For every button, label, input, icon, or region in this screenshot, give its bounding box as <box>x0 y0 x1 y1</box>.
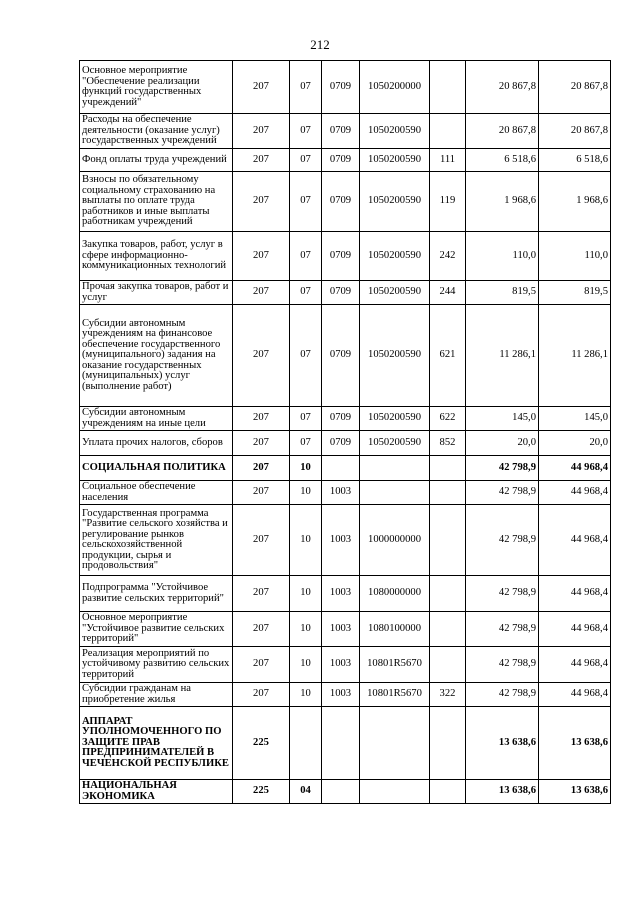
row-name-cell: Основное мероприятие "Обеспечение реализации функций государственных учреждений" <box>80 61 233 114</box>
row-name-cell: Прочая закупка товаров, работ и услуг <box>80 281 233 305</box>
expense-type-cell <box>430 647 466 683</box>
amount-year2-cell: 44 968,4 <box>539 481 611 505</box>
target-article-cell: 1050200590 <box>360 407 430 431</box>
amount-year1-cell: 42 798,9 <box>466 481 539 505</box>
expense-type-cell: 622 <box>430 407 466 431</box>
target-article-cell: 1050200590 <box>360 149 430 172</box>
expense-type-cell: 852 <box>430 431 466 456</box>
target-article-cell: 1080000000 <box>360 576 430 612</box>
ministry-code-cell: 207 <box>233 576 290 612</box>
subsection-code-cell: 0709 <box>322 431 360 456</box>
table-row <box>80 647 611 683</box>
amount-year2-cell: 44 968,4 <box>539 456 611 481</box>
row-name-cell: Основное мероприятие "Устойчивое развитие сельских территорий" <box>80 612 233 647</box>
amount-year1-cell: 42 798,9 <box>466 612 539 647</box>
target-article-cell: 1050200590 <box>360 281 430 305</box>
row-name-cell: Государственная программа "Развитие сельского хозяйства и регулирование рынков сельскохозяйственной продукции, сырья и продовольствия" <box>80 505 233 576</box>
table-row <box>80 683 611 707</box>
row-name-cell: Социальное обеспечение населения <box>80 481 233 505</box>
ministry-code-cell: 207 <box>233 149 290 172</box>
target-article-cell: 1050200590 <box>360 232 430 281</box>
target-article-cell: 1000000000 <box>360 505 430 576</box>
amount-year2-cell: 6 518,6 <box>539 149 611 172</box>
subsection-code-cell: 1003 <box>322 612 360 647</box>
expense-type-cell <box>430 612 466 647</box>
subsection-code-cell: 1003 <box>322 576 360 612</box>
ministry-code-cell: 207 <box>233 61 290 114</box>
target-article-cell: 1050200590 <box>360 431 430 456</box>
table-row <box>80 505 611 576</box>
target-article-cell: 10801R5670 <box>360 647 430 683</box>
amount-year2-cell: 145,0 <box>539 407 611 431</box>
amount-year2-cell: 1 968,6 <box>539 172 611 232</box>
expense-type-cell <box>430 114 466 149</box>
row-name-cell: Реализация мероприятий по устойчивому развитию сельских территорий <box>80 647 233 683</box>
expense-type-cell: 621 <box>430 305 466 407</box>
subsection-code-cell: 0709 <box>322 61 360 114</box>
subsection-code-cell <box>322 780 360 804</box>
section-code-cell: 04 <box>290 780 322 804</box>
row-name-cell: Расходы на обеспечение деятельности (оказание услуг) государственных учреждений <box>80 114 233 149</box>
target-article-cell <box>360 707 430 780</box>
table-row <box>80 61 611 114</box>
row-name-cell: СОЦИАЛЬНАЯ ПОЛИТИКА <box>80 456 233 481</box>
amount-year1-cell: 42 798,9 <box>466 576 539 612</box>
table-row <box>80 407 611 431</box>
target-article-cell <box>360 780 430 804</box>
ministry-code-cell: 207 <box>233 683 290 707</box>
target-article-cell <box>360 481 430 505</box>
amount-year1-cell: 819,5 <box>466 281 539 305</box>
amount-year2-cell: 13 638,6 <box>539 780 611 804</box>
amount-year1-cell: 20 867,8 <box>466 114 539 149</box>
amount-year2-cell: 110,0 <box>539 232 611 281</box>
row-name-cell: Уплата прочих налогов, сборов <box>80 431 233 456</box>
section-code-cell: 07 <box>290 61 322 114</box>
section-code-cell: 07 <box>290 114 322 149</box>
ministry-code-cell: 207 <box>233 114 290 149</box>
section-code-cell: 10 <box>290 683 322 707</box>
section-code-cell <box>290 707 322 780</box>
expense-type-cell: 119 <box>430 172 466 232</box>
amount-year1-cell: 42 798,9 <box>466 647 539 683</box>
amount-year2-cell: 20 867,8 <box>539 114 611 149</box>
table-row <box>80 431 611 456</box>
target-article-cell: 1050200590 <box>360 172 430 232</box>
row-name-cell: Взносы по обязательному социальному страхованию на выплаты по оплате труда работников и иные выплаты работникам учреждений <box>80 172 233 232</box>
ministry-code-cell: 207 <box>233 281 290 305</box>
table-row <box>80 456 611 481</box>
expense-type-cell <box>430 481 466 505</box>
expense-type-cell: 242 <box>430 232 466 281</box>
amount-year2-cell: 20,0 <box>539 431 611 456</box>
subsection-code-cell: 0709 <box>322 407 360 431</box>
expense-type-cell <box>430 780 466 804</box>
amount-year2-cell: 13 638,6 <box>539 707 611 780</box>
ministry-code-cell: 207 <box>233 612 290 647</box>
ministry-code-cell: 207 <box>233 172 290 232</box>
ministry-code-cell: 207 <box>233 481 290 505</box>
target-article-cell: 1050200000 <box>360 61 430 114</box>
row-name-cell: Субсидии автономным учреждениям на финансовое обеспечение государственного (муниципального) задания на оказание государственных (муниципальных) услуг (выполнение работ) <box>80 305 233 407</box>
row-name-cell: Субсидии автономным учреждениям на иные цели <box>80 407 233 431</box>
subsection-code-cell <box>322 456 360 481</box>
page-number: 212 <box>310 37 330 52</box>
amount-year1-cell: 42 798,9 <box>466 505 539 576</box>
amount-year2-cell: 44 968,4 <box>539 505 611 576</box>
amount-year1-cell: 110,0 <box>466 232 539 281</box>
table-row <box>80 612 611 647</box>
subsection-code-cell <box>322 707 360 780</box>
row-name-cell: Субсидии гражданам на приобретение жилья <box>80 683 233 707</box>
target-article-cell: 10801R5670 <box>360 683 430 707</box>
subsection-code-cell: 0709 <box>322 305 360 407</box>
amount-year1-cell: 20,0 <box>466 431 539 456</box>
row-name-cell: АППАРАТ УПОЛНОМОЧЕННОГО ПО ЗАЩИТЕ ПРАВ ПРЕДПРИНИМАТЕЛЕЙ В ЧЕЧЕНСКОЙ РЕСПУБЛИКЕ <box>80 707 233 780</box>
amount-year1-cell: 11 286,1 <box>466 305 539 407</box>
section-code-cell: 07 <box>290 149 322 172</box>
ministry-code-cell: 225 <box>233 780 290 804</box>
row-name-cell: НАЦИОНАЛЬНАЯ ЭКОНОМИКА <box>80 780 233 804</box>
section-code-cell: 10 <box>290 612 322 647</box>
section-code-cell: 10 <box>290 481 322 505</box>
row-name-cell: Подпрограмма "Устойчивое развитие сельских территорий" <box>80 576 233 612</box>
table-row <box>80 172 611 232</box>
subsection-code-cell: 0709 <box>322 149 360 172</box>
ministry-code-cell: 207 <box>233 431 290 456</box>
table-row <box>80 707 611 780</box>
target-article-cell: 1050200590 <box>360 114 430 149</box>
section-code-cell: 07 <box>290 172 322 232</box>
section-code-cell: 10 <box>290 576 322 612</box>
section-code-cell: 07 <box>290 305 322 407</box>
amount-year2-cell: 44 968,4 <box>539 576 611 612</box>
row-name-cell: Фонд оплаты труда учреждений <box>80 149 233 172</box>
amount-year2-cell: 44 968,4 <box>539 612 611 647</box>
ministry-code-cell: 225 <box>233 707 290 780</box>
subsection-code-cell: 1003 <box>322 481 360 505</box>
table-row <box>80 576 611 612</box>
expense-type-cell <box>430 61 466 114</box>
table-row <box>80 149 611 172</box>
amount-year1-cell: 145,0 <box>466 407 539 431</box>
row-name-cell: Закупка товаров, работ, услуг в сфере информационно-коммуникационных технологий <box>80 232 233 281</box>
ministry-code-cell: 207 <box>233 647 290 683</box>
subsection-code-cell: 0709 <box>322 281 360 305</box>
target-article-cell: 1080100000 <box>360 612 430 647</box>
amount-year1-cell: 42 798,9 <box>466 683 539 707</box>
target-article-cell: 1050200590 <box>360 305 430 407</box>
amount-year1-cell: 13 638,6 <box>466 707 539 780</box>
section-code-cell: 07 <box>290 431 322 456</box>
table-row <box>80 281 611 305</box>
section-code-cell: 10 <box>290 456 322 481</box>
expense-type-cell: 244 <box>430 281 466 305</box>
amount-year1-cell: 42 798,9 <box>466 456 539 481</box>
amount-year1-cell: 1 968,6 <box>466 172 539 232</box>
amount-year2-cell: 44 968,4 <box>539 647 611 683</box>
section-code-cell: 07 <box>290 407 322 431</box>
table-row <box>80 114 611 149</box>
table-row <box>80 780 611 804</box>
table-row <box>80 481 611 505</box>
amount-year2-cell: 44 968,4 <box>539 683 611 707</box>
table-body <box>80 61 611 804</box>
section-code-cell: 10 <box>290 647 322 683</box>
subsection-code-cell: 1003 <box>322 647 360 683</box>
subsection-code-cell: 0709 <box>322 114 360 149</box>
target-article-cell <box>360 456 430 481</box>
section-code-cell: 07 <box>290 281 322 305</box>
expense-type-cell <box>430 707 466 780</box>
ministry-code-cell: 207 <box>233 232 290 281</box>
subsection-code-cell: 1003 <box>322 505 360 576</box>
expense-type-cell <box>430 456 466 481</box>
amount-year1-cell: 13 638,6 <box>466 780 539 804</box>
subsection-code-cell: 0709 <box>322 232 360 281</box>
budget-table <box>79 60 611 804</box>
expense-type-cell <box>430 576 466 612</box>
expense-type-cell <box>430 505 466 576</box>
ministry-code-cell: 207 <box>233 456 290 481</box>
amount-year2-cell: 20 867,8 <box>539 61 611 114</box>
subsection-code-cell: 0709 <box>322 172 360 232</box>
expense-type-cell: 111 <box>430 149 466 172</box>
amount-year2-cell: 11 286,1 <box>539 305 611 407</box>
ministry-code-cell: 207 <box>233 407 290 431</box>
section-code-cell: 07 <box>290 232 322 281</box>
amount-year1-cell: 20 867,8 <box>466 61 539 114</box>
table-row <box>80 305 611 407</box>
subsection-code-cell: 1003 <box>322 683 360 707</box>
amount-year2-cell: 819,5 <box>539 281 611 305</box>
section-code-cell: 10 <box>290 505 322 576</box>
amount-year1-cell: 6 518,6 <box>466 149 539 172</box>
ministry-code-cell: 207 <box>233 305 290 407</box>
table-row <box>80 232 611 281</box>
expense-type-cell: 322 <box>430 683 466 707</box>
ministry-code-cell: 207 <box>233 505 290 576</box>
